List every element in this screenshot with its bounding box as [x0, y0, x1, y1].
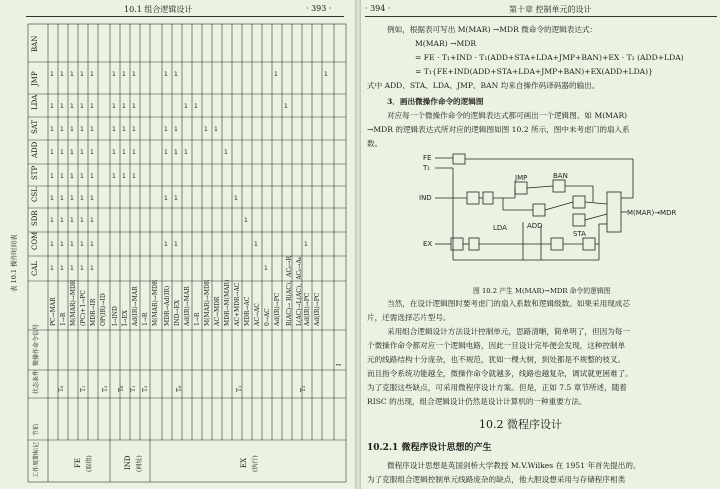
svg-text:1: 1 — [60, 241, 64, 248]
cycle-fe-sub: (取指) — [86, 455, 93, 472]
header-timing: 节拍 — [33, 423, 40, 436]
operation-time-table-grid — [0, 0, 355, 489]
svg-text:1: 1 — [80, 241, 84, 248]
timing-label: T₂ — [142, 385, 149, 392]
svg-text:1: 1 — [50, 71, 54, 78]
svg-text:1: 1 — [164, 195, 168, 202]
svg-text:1: 1 — [174, 149, 178, 156]
svg-text:1: 1 — [50, 173, 54, 180]
header-micro-op: 微操作命令信号 — [33, 323, 40, 366]
text-line: 例如，根据表可写出 M(MAR) →MDR 微命令的逻辑表达式： — [387, 25, 598, 34]
timing-label: T₁ — [130, 385, 137, 392]
right-header-rule — [365, 16, 717, 17]
svg-text:1: 1 — [164, 126, 168, 133]
text-line: 为了克服这些缺点，可采用微程序设计方案。但是，正如 7.5 章节所述，随着 — [367, 383, 627, 392]
text-line: 片，还需选择芯片型号。 — [367, 313, 451, 322]
svg-text:1: 1 — [112, 173, 116, 180]
svg-text:1: 1 — [244, 217, 248, 224]
svg-text:1: 1 — [112, 149, 116, 156]
svg-text:1: 1 — [284, 103, 288, 110]
svg-text:1: 1 — [50, 195, 54, 202]
svg-text:1: 1 — [112, 126, 116, 133]
svg-text:1: 1 — [204, 126, 208, 133]
text-line: 采用组合逻辑设计方法设计控制单元，思路清晰，简单明了，但因为每一 — [387, 327, 630, 336]
micro-op: 1→R — [60, 312, 67, 326]
svg-text:1: 1 — [90, 173, 94, 180]
micro-op: MDR→IR — [90, 298, 97, 326]
svg-text:1: 1 — [174, 71, 178, 78]
micro-op: Ad(IR)→PC — [314, 292, 321, 326]
svg-text:1: 1 — [164, 149, 168, 156]
text-line: 而且指令系统功能越全，微操作命令就越多，线路也越复杂，调试就更困难了。 — [367, 369, 633, 378]
svg-text:1: 1 — [50, 149, 54, 156]
timing-label: T₂ — [102, 385, 109, 392]
svg-text:1: 1 — [122, 149, 126, 156]
svg-text:1: 1 — [80, 149, 84, 156]
micro-op: Ad(IR)→PC — [274, 292, 281, 326]
svg-text:1: 1 — [174, 241, 178, 248]
logic-diagram — [419, 152, 683, 280]
svg-text:1: 1 — [70, 195, 74, 202]
svg-text:1: 1 — [122, 103, 126, 110]
micro-op: 1→R — [194, 312, 201, 326]
svg-text:1: 1 — [234, 195, 238, 202]
svg-text:1: 1 — [50, 103, 54, 110]
text-line: 数。 — [367, 139, 383, 148]
micro-op: AC→MDR — [214, 296, 221, 326]
diagram-label-lda: LDA — [493, 224, 507, 232]
timing-label: T₁ — [80, 385, 87, 392]
svg-text:1: 1 — [60, 195, 64, 202]
diagram-input-ind: IND — [419, 194, 432, 202]
svg-text:1: 1 — [122, 71, 126, 78]
svg-text:1: 1 — [174, 195, 178, 202]
text-line: 当然，在设计逻辑图时要考虑门的扇入系数和逻辑级数。如果采用现成芯 — [387, 299, 630, 308]
subsection-title: 3．画出微操作命令的逻辑图 — [387, 97, 484, 106]
svg-text:1: 1 — [214, 126, 218, 133]
right-page-number: · 394 · — [365, 4, 391, 13]
svg-text:1: 1 — [80, 173, 84, 180]
svg-text:1: 1 — [70, 71, 74, 78]
svg-text:1: 1 — [174, 126, 178, 133]
svg-text:1: 1 — [70, 173, 74, 180]
svg-text:1: 1 — [132, 173, 136, 180]
text-line: 对应每一个微操作命令的逻辑表达式都可画出一个逻辑图。如 M(MAR) — [387, 111, 628, 120]
svg-text:1: 1 — [274, 71, 278, 78]
micro-op: MDR→M(MAR) — [224, 279, 231, 326]
cycle-ex: EX — [240, 457, 248, 468]
micro-op: M(MAR)→MDR — [70, 279, 77, 326]
svg-text:1: 1 — [184, 103, 188, 110]
text-line: →MDR 的逻辑表达式所对应的逻辑图如图 10.2 所示，图中未考虑门的扇入系 — [367, 125, 630, 134]
timing-label: T₀ — [118, 385, 125, 392]
svg-text:1: 1 — [80, 265, 84, 272]
svg-text:1: 1 — [80, 217, 84, 224]
svg-text:1: 1 — [60, 126, 64, 133]
svg-text:1: 1 — [132, 126, 136, 133]
svg-text:1: 1 — [90, 265, 94, 272]
svg-text:1: 1 — [60, 103, 64, 110]
left-running-head: 10.1 组合逻辑设计 — [124, 5, 193, 14]
svg-text:1: 1 — [60, 71, 64, 78]
micro-op: M(MAR)→MDR — [152, 279, 159, 326]
text-line: 元的线路结构十分庞杂，也不规范，犹如一棵大树，到处都是不规整的枝叉。 — [367, 355, 626, 364]
micro-op: MDR→Ad(IR) — [164, 285, 171, 326]
timing-label: T₀ — [176, 385, 183, 392]
micro-op: Ad(IR)→MAR — [132, 286, 139, 326]
table-caption: 表 10.1 操作时间表 — [10, 234, 18, 292]
svg-text:1: 1 — [324, 71, 328, 78]
micro-op: IND→EX — [174, 299, 181, 326]
micro-op: M(MAR)→MDR — [204, 279, 211, 326]
micro-op: R(AC)→ R(AC)、AC₀→R — [286, 255, 293, 326]
svg-text:1: 1 — [50, 126, 54, 133]
col-add: ADD — [31, 141, 39, 158]
col-com: COM — [31, 231, 39, 250]
svg-text:1: 1 — [122, 173, 126, 180]
micro-op: 0→AC — [264, 308, 271, 326]
micro-op: I→IND — [112, 306, 119, 326]
right-running-head: 第十章 控制单元的设计 — [509, 5, 592, 14]
left-page-number: · 393 · — [306, 4, 332, 13]
svg-text:1: 1 — [164, 241, 168, 248]
svg-text:1: 1 — [80, 103, 84, 110]
right-page — [361, 0, 720, 489]
svg-text:1: 1 — [50, 217, 54, 224]
svg-text:1: 1 — [70, 217, 74, 224]
svg-text:1: 1 — [80, 71, 84, 78]
svg-text:1: 1 — [122, 126, 126, 133]
cycle-ind-sub: (间址) — [136, 455, 143, 472]
micro-op: L(AC)→L(AC)、AC₀→A₀ — [296, 256, 303, 326]
text-line: 式中 ADD、STA、LDA、JMP、BAN 均来自操作码译码器的输出。 — [367, 81, 600, 90]
cycle-ex-sub: (执行) — [252, 455, 259, 472]
svg-text:1: 1 — [132, 149, 136, 156]
micro-op: MDR→AC — [244, 296, 251, 326]
svg-text:1: 1 — [60, 173, 64, 180]
svg-text:1: 1 — [254, 241, 258, 248]
formula-line: = T₁{FE+IND(ADD+STA+LDA+JMP+BAN)+EX(ADD+LDA)} — [415, 67, 653, 76]
micro-op: OP(IR)→ID — [100, 293, 107, 326]
text-line: 个微操作命令都对应一个逻辑电路，因此一旦设计完毕便会发现，这种控制单 — [367, 341, 626, 350]
svg-text:1: 1 — [90, 149, 94, 156]
timing-label: T₀ — [58, 385, 65, 392]
section-heading: 10.2 微程序设计 — [479, 418, 562, 431]
diagram-label-sta: STA — [573, 230, 586, 238]
text-line: RISC 的出现，组合逻辑设计仍然是设计计算机的一种重要方法。 — [367, 397, 587, 406]
svg-text:1: 1 — [60, 265, 64, 272]
svg-text:1: 1 — [80, 126, 84, 133]
svg-text:1: 1 — [264, 265, 268, 272]
left-page — [0, 0, 355, 489]
diagram-input-ex: EX — [423, 240, 433, 248]
svg-text:1: 1 — [60, 149, 64, 156]
col-ban: BAN — [31, 35, 39, 52]
diagram-input-t1: T₁ — [423, 164, 431, 172]
micro-op: AC→AC — [254, 303, 261, 326]
timing-label: T₂ — [300, 385, 307, 392]
svg-text:1: 1 — [90, 126, 94, 133]
svg-text:1: 1 — [60, 217, 64, 224]
svg-text:1: 1 — [70, 265, 74, 272]
svg-text:1: 1 — [90, 241, 94, 248]
col-jmp: JMP — [31, 71, 39, 86]
col-sat: SAT — [31, 119, 39, 134]
cycle-ind: IND — [124, 455, 132, 470]
micro-op: I̅→EX — [122, 309, 129, 326]
svg-text:1: 1 — [224, 149, 228, 156]
svg-text:1: 1 — [80, 195, 84, 202]
cycle-fe: FE — [74, 458, 82, 468]
col-cal: CAL — [31, 260, 39, 276]
svg-text:1: 1 — [194, 103, 198, 110]
col-sdr: SDR — [31, 210, 39, 226]
micro-op: AC+MDR→AC — [234, 282, 241, 326]
svg-text:1: 1 — [50, 241, 54, 248]
micro-op: (PC)+1→PC — [80, 290, 87, 326]
timing-label: T₁ — [236, 385, 243, 392]
svg-text:1: 1 — [304, 241, 308, 248]
svg-text:1: 1 — [90, 195, 94, 202]
micro-op: Ad(IR)→MAR — [184, 286, 191, 326]
svg-text:1: 1 — [70, 103, 74, 110]
micro-op: 1→R — [142, 312, 149, 326]
micro-op: Ad(IR)→PC — [304, 292, 311, 326]
col-lda: LDA — [31, 94, 39, 110]
svg-text:1: 1 — [184, 149, 188, 156]
col-stp: STP — [31, 165, 39, 180]
col-csl: CSL — [31, 187, 39, 202]
diagram-label-jmp: JMP — [515, 174, 528, 182]
micro-op: PC→MAR — [50, 297, 57, 326]
text-line: 微程序设计思想是英国剑桥大学教授 M.V.Wilkes 在 1951 年首先提出的。 — [387, 461, 641, 470]
header-cycle-mark: 工作周期标记 — [33, 441, 40, 478]
diagram-label-ban: BAN — [553, 172, 568, 180]
diagram-input-fe: FE — [423, 154, 432, 162]
svg-text:1: 1 — [70, 149, 74, 156]
svg-text:1: 1 — [132, 103, 136, 110]
text-line: 为了克服组合逻辑控制单元线路庞杂的缺点，他大胆设想采用与存储程序相类 — [367, 475, 626, 484]
svg-text:1: 1 — [70, 241, 74, 248]
header-state: 状态条件 — [33, 369, 40, 394]
formula-line: M(MAR) →MDR — [415, 39, 477, 48]
svg-text:1: 1 — [112, 71, 116, 78]
formula-line: = FE · T₁+IND · T₁(ADD+STA+LDA+JMP+BAN)+EX · T₁ (ADD+LDA) — [415, 53, 684, 62]
figure-caption: 图 10.2 产生 M(MAR)→MDR 命令的逻辑图 — [473, 287, 611, 295]
svg-text:1: 1 — [90, 103, 94, 110]
svg-text:1: 1 — [112, 103, 116, 110]
subsection-heading: 10.2.1 微程序设计思想的产生 — [367, 443, 492, 453]
state-condition: I — [336, 363, 343, 366]
svg-text:1: 1 — [90, 71, 94, 78]
diagram-label-add: ADD — [527, 222, 543, 230]
svg-text:1: 1 — [70, 126, 74, 133]
svg-text:1: 1 — [132, 71, 136, 78]
diagram-output: M(MAR)→MDR — [627, 209, 677, 217]
svg-text:1: 1 — [90, 217, 94, 224]
svg-text:1: 1 — [50, 265, 54, 272]
svg-text:1: 1 — [164, 71, 168, 78]
